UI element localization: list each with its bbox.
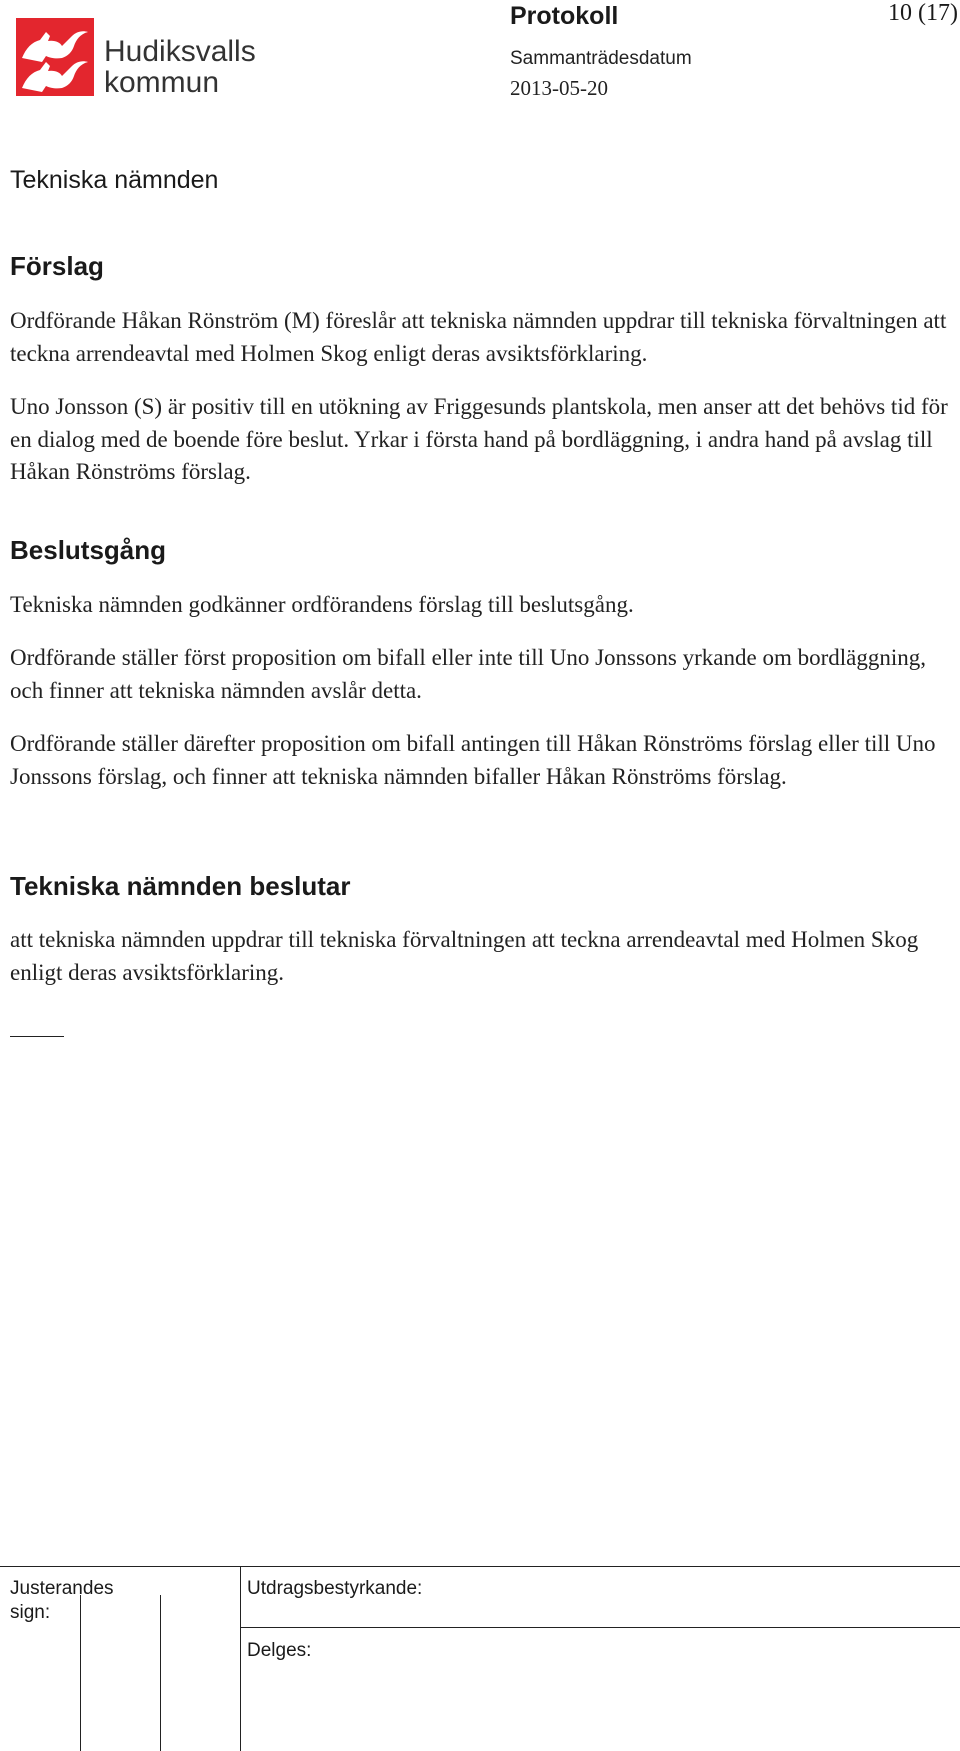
paragraph: Ordförande Håkan Rönström (M) föreslår att tekniska nämnden uppdrar till tekniska förvaltningen att teckna arrendeavtal med Holmen Skog enligt deras avsiktsförklaring. bbox=[10, 308, 947, 366]
page-number: 10 (17) bbox=[888, 0, 958, 26]
delges-label: Delges: bbox=[247, 1640, 312, 1661]
signature-box-divider bbox=[160, 1595, 161, 1751]
justerandes-label bbox=[10, 1577, 114, 1625]
utdragsbestyrkande-label: Utdragsbestyrkande: bbox=[247, 1578, 423, 1599]
paragraph: Tekniska nämnden godkänner ordförandens förslag till beslutsgång. bbox=[10, 592, 634, 617]
justerandes-label-line1: Justerandes bbox=[10, 1578, 114, 1599]
signature-footer bbox=[0, 1566, 960, 1751]
row-divider bbox=[240, 1627, 960, 1628]
municipality-logo bbox=[16, 18, 266, 99]
document-type-title: Protokoll bbox=[510, 2, 619, 30]
column-divider bbox=[240, 1567, 241, 1751]
goat-crest-icon bbox=[16, 18, 94, 96]
paragraph: att tekniska nämnden uppdrar till tekniska förvaltningen att teckna arrendeavtal med Holmen Skog enligt deras avsiktsförklaring. bbox=[10, 927, 919, 985]
logo-wordmark bbox=[104, 36, 256, 98]
section-heading-forslag: Förslag bbox=[10, 251, 104, 281]
paragraph: Uno Jonsson (S) är positiv till en utökning av Friggesunds plantskola, men anser att det behövs tid för en dialog med de boende före beslut. Yrkar i första hand på bordläggning, i andra hand på avslag till Håkan Rönströms förslag. bbox=[10, 394, 948, 484]
end-rule bbox=[10, 1036, 64, 1037]
paragraph: Ordförande ställer därefter proposition om bifall antingen till Håkan Rönströms förslag eller till Uno Jonssons förslag, och finner att tekniska nämnden bifaller Håkan Rönströms förslag. bbox=[10, 731, 936, 789]
committee-name: Tekniska nämnden bbox=[10, 166, 219, 194]
section-heading-beslutar: Tekniska nämnden beslutar bbox=[10, 871, 351, 901]
logo-text-line2: kommun bbox=[104, 66, 220, 99]
paragraph: Ordförande ställer först proposition om bifall eller inte till Uno Jonssons yrkande om bordläggning, och finner att tekniska nämnden avslår detta. bbox=[10, 645, 927, 703]
section-heading-beslutsgang: Beslutsgång bbox=[10, 535, 167, 565]
meeting-date-label: Sammanträdesdatum bbox=[510, 48, 692, 69]
justerandes-label-line2: sign: bbox=[10, 1602, 51, 1623]
signature-box-divider bbox=[80, 1595, 81, 1751]
meeting-date-value: 2013-05-20 bbox=[510, 76, 608, 100]
logo-text-line1: Hudiksvalls bbox=[104, 35, 256, 68]
